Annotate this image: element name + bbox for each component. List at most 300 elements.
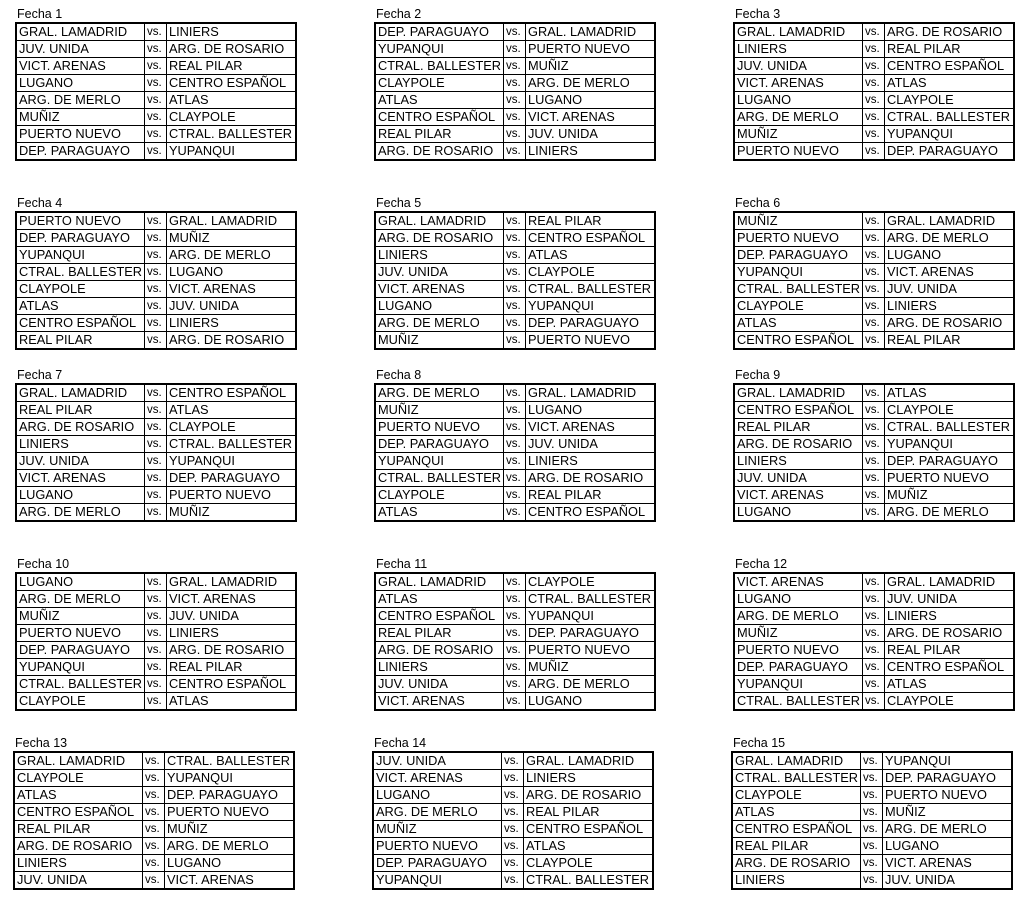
match-row bbox=[16, 23, 296, 41]
match-row bbox=[734, 230, 1014, 247]
vs-label: vs. bbox=[143, 770, 165, 787]
match-row bbox=[732, 855, 1012, 872]
match-row bbox=[16, 92, 296, 109]
match-row bbox=[375, 247, 655, 264]
away-team: REAL PILAR bbox=[524, 804, 654, 821]
vs-label: vs. bbox=[863, 230, 885, 247]
away-team: ATLAS bbox=[885, 75, 1015, 92]
home-team: MUÑIZ bbox=[375, 402, 504, 419]
vs-label: vs. bbox=[504, 41, 526, 58]
away-team: ATLAS bbox=[167, 693, 297, 711]
home-team: ARG. DE MERLO bbox=[375, 315, 504, 332]
vs-label: vs. bbox=[504, 487, 526, 504]
match-row bbox=[16, 41, 296, 58]
fixture-title: Fecha 6 bbox=[735, 196, 781, 210]
home-team: YUPANQUI bbox=[16, 247, 145, 264]
match-row bbox=[734, 419, 1014, 436]
match-row bbox=[734, 436, 1014, 453]
away-team: CENTRO ESPAÑOL bbox=[885, 659, 1015, 676]
home-team: VICT. ARENAS bbox=[734, 573, 863, 591]
away-team: MUÑIZ bbox=[165, 821, 295, 838]
match-row bbox=[16, 402, 296, 419]
match-row bbox=[373, 752, 653, 770]
vs-label: vs. bbox=[863, 109, 885, 126]
vs-label: vs. bbox=[861, 787, 883, 804]
vs-label: vs. bbox=[863, 659, 885, 676]
vs-label: vs. bbox=[145, 436, 167, 453]
away-team: DEP. PARAGUAYO bbox=[885, 143, 1015, 161]
vs-label: vs. bbox=[863, 247, 885, 264]
match-row bbox=[375, 693, 655, 711]
home-team: JUV. UNIDA bbox=[734, 58, 863, 75]
away-team: LUGANO bbox=[885, 247, 1015, 264]
match-row bbox=[14, 838, 294, 855]
away-team: DEP. PARAGUAYO bbox=[165, 787, 295, 804]
fixture-title: Fecha 4 bbox=[17, 196, 63, 210]
away-team: PUERTO NUEVO bbox=[167, 487, 297, 504]
vs-label: vs. bbox=[502, 821, 524, 838]
vs-label: vs. bbox=[143, 787, 165, 804]
away-team: LINIERS bbox=[526, 143, 656, 161]
match-row bbox=[375, 625, 655, 642]
match-row bbox=[734, 75, 1014, 92]
away-team: JUV. UNIDA bbox=[885, 591, 1015, 608]
away-team: MUÑIZ bbox=[526, 659, 656, 676]
vs-label: vs. bbox=[145, 264, 167, 281]
match-row bbox=[734, 487, 1014, 504]
vs-label: vs. bbox=[145, 58, 167, 75]
away-team: DEP. PARAGUAYO bbox=[885, 453, 1015, 470]
away-team: LUGANO bbox=[526, 693, 656, 711]
vs-label: vs. bbox=[504, 573, 526, 591]
match-row bbox=[734, 298, 1014, 315]
vs-label: vs. bbox=[502, 804, 524, 821]
match-row bbox=[375, 75, 655, 92]
vs-label: vs. bbox=[504, 453, 526, 470]
match-row bbox=[16, 281, 296, 298]
vs-label: vs. bbox=[863, 41, 885, 58]
match-row bbox=[375, 143, 655, 161]
home-team: ATLAS bbox=[375, 591, 504, 608]
vs-label: vs. bbox=[145, 126, 167, 143]
match-row bbox=[734, 23, 1014, 41]
vs-label: vs. bbox=[143, 804, 165, 821]
home-team: REAL PILAR bbox=[14, 821, 143, 838]
fixture-block bbox=[15, 7, 297, 161]
vs-label: vs. bbox=[504, 298, 526, 315]
home-team: ARG. DE ROSARIO bbox=[16, 419, 145, 436]
away-team: ATLAS bbox=[526, 247, 656, 264]
away-team: ATLAS bbox=[167, 92, 297, 109]
home-team: REAL PILAR bbox=[16, 332, 145, 350]
match-row bbox=[375, 23, 655, 41]
fixture-title: Fecha 9 bbox=[735, 368, 781, 382]
away-team: JUV. UNIDA bbox=[526, 126, 656, 143]
vs-label: vs. bbox=[863, 608, 885, 625]
away-team: PUERTO NUEVO bbox=[883, 787, 1013, 804]
home-team: ATLAS bbox=[16, 298, 145, 315]
vs-label: vs. bbox=[504, 109, 526, 126]
fixture-title: Fecha 14 bbox=[374, 736, 427, 750]
home-team: LUGANO bbox=[16, 487, 145, 504]
match-row bbox=[375, 126, 655, 143]
vs-label: vs. bbox=[145, 642, 167, 659]
home-team: ARG. DE MERLO bbox=[16, 92, 145, 109]
vs-label: vs. bbox=[504, 625, 526, 642]
away-team: YUPANQUI bbox=[883, 752, 1013, 770]
match-row bbox=[732, 804, 1012, 821]
away-team: CTRAL. BALLESTER bbox=[167, 436, 297, 453]
away-team: ARG. DE ROSARIO bbox=[167, 642, 297, 659]
away-team: PUERTO NUEVO bbox=[165, 804, 295, 821]
match-row bbox=[734, 591, 1014, 608]
home-team: ARG. DE MERLO bbox=[373, 804, 502, 821]
match-row bbox=[732, 770, 1012, 787]
away-team: CENTRO ESPAÑOL bbox=[524, 821, 654, 838]
home-team: DEP. PARAGUAYO bbox=[16, 230, 145, 247]
match-row bbox=[14, 804, 294, 821]
match-row bbox=[375, 659, 655, 676]
vs-label: vs. bbox=[863, 315, 885, 332]
vs-label: vs. bbox=[504, 504, 526, 522]
fixture-table bbox=[731, 751, 1013, 890]
match-row bbox=[375, 315, 655, 332]
home-team: JUV. UNIDA bbox=[16, 453, 145, 470]
vs-label: vs. bbox=[145, 212, 167, 230]
vs-label: vs. bbox=[504, 281, 526, 298]
away-team: LINIERS bbox=[524, 770, 654, 787]
match-row bbox=[373, 787, 653, 804]
fixture-title: Fecha 10 bbox=[17, 557, 70, 571]
fixture-table bbox=[733, 22, 1015, 161]
vs-label: vs. bbox=[145, 625, 167, 642]
match-row bbox=[16, 58, 296, 75]
match-row bbox=[16, 573, 296, 591]
vs-label: vs. bbox=[504, 402, 526, 419]
home-team: CENTRO ESPAÑOL bbox=[14, 804, 143, 821]
match-row bbox=[734, 504, 1014, 522]
home-team: CENTRO ESPAÑOL bbox=[734, 402, 863, 419]
home-team: CTRAL. BALLESTER bbox=[16, 264, 145, 281]
vs-label: vs. bbox=[502, 872, 524, 890]
vs-label: vs. bbox=[863, 642, 885, 659]
vs-label: vs. bbox=[504, 693, 526, 711]
away-team: ARG. DE MERLO bbox=[883, 821, 1013, 838]
vs-label: vs. bbox=[502, 855, 524, 872]
home-team: CTRAL. BALLESTER bbox=[732, 770, 861, 787]
match-row bbox=[375, 470, 655, 487]
fixture-table bbox=[374, 572, 656, 711]
match-row bbox=[16, 642, 296, 659]
home-team: DEP. PARAGUAYO bbox=[16, 143, 145, 161]
away-team: CTRAL. BALLESTER bbox=[885, 109, 1015, 126]
vs-label: vs. bbox=[504, 315, 526, 332]
match-row bbox=[732, 838, 1012, 855]
vs-label: vs. bbox=[863, 487, 885, 504]
away-team: CTRAL. BALLESTER bbox=[167, 126, 297, 143]
home-team: VICT. ARENAS bbox=[16, 470, 145, 487]
away-team: DEP. PARAGUAYO bbox=[167, 470, 297, 487]
match-row bbox=[375, 487, 655, 504]
vs-label: vs. bbox=[145, 23, 167, 41]
vs-label: vs. bbox=[143, 872, 165, 890]
match-row bbox=[14, 821, 294, 838]
home-team: ATLAS bbox=[375, 92, 504, 109]
home-team: DEP. PARAGUAYO bbox=[734, 659, 863, 676]
match-row bbox=[375, 212, 655, 230]
away-team: ATLAS bbox=[885, 676, 1015, 693]
match-row bbox=[16, 453, 296, 470]
match-row bbox=[375, 230, 655, 247]
home-team: CENTRO ESPAÑOL bbox=[16, 315, 145, 332]
away-team: ARG. DE ROSARIO bbox=[885, 23, 1015, 41]
vs-label: vs. bbox=[863, 75, 885, 92]
away-team: VICT. ARENAS bbox=[167, 591, 297, 608]
away-team: JUV. UNIDA bbox=[526, 436, 656, 453]
home-team: GRAL. LAMADRID bbox=[375, 212, 504, 230]
match-row bbox=[375, 58, 655, 75]
home-team: ARG. DE ROSARIO bbox=[375, 143, 504, 161]
vs-label: vs. bbox=[145, 487, 167, 504]
vs-label: vs. bbox=[145, 419, 167, 436]
home-team: ARG. DE MERLO bbox=[734, 109, 863, 126]
match-row bbox=[734, 41, 1014, 58]
vs-label: vs. bbox=[145, 315, 167, 332]
vs-label: vs. bbox=[861, 804, 883, 821]
home-team: ATLAS bbox=[14, 787, 143, 804]
home-team: REAL PILAR bbox=[16, 402, 145, 419]
away-team: VICT. ARENAS bbox=[885, 264, 1015, 281]
match-row bbox=[734, 109, 1014, 126]
fixture-block bbox=[374, 557, 656, 711]
away-team: ARG. DE ROSARIO bbox=[524, 787, 654, 804]
match-row bbox=[734, 402, 1014, 419]
away-team: CTRAL. BALLESTER bbox=[885, 419, 1015, 436]
away-team: ARG. DE ROSARIO bbox=[885, 625, 1015, 642]
vs-label: vs. bbox=[863, 23, 885, 41]
away-team: LUGANO bbox=[883, 838, 1013, 855]
fixture-table bbox=[374, 22, 656, 161]
home-team: PUERTO NUEVO bbox=[16, 625, 145, 642]
vs-label: vs. bbox=[863, 126, 885, 143]
vs-label: vs. bbox=[504, 23, 526, 41]
match-row bbox=[375, 504, 655, 522]
away-team: MUÑIZ bbox=[885, 487, 1015, 504]
fixture-block bbox=[372, 736, 654, 890]
match-row bbox=[16, 487, 296, 504]
home-team: DEP. PARAGUAYO bbox=[734, 247, 863, 264]
home-team: CLAYPOLE bbox=[375, 75, 504, 92]
vs-label: vs. bbox=[504, 92, 526, 109]
away-team: MUÑIZ bbox=[526, 58, 656, 75]
home-team: JUV. UNIDA bbox=[734, 470, 863, 487]
vs-label: vs. bbox=[143, 855, 165, 872]
home-team: CENTRO ESPAÑOL bbox=[732, 821, 861, 838]
match-row bbox=[14, 752, 294, 770]
vs-label: vs. bbox=[863, 436, 885, 453]
vs-label: vs. bbox=[863, 402, 885, 419]
match-row bbox=[16, 315, 296, 332]
fixture-block bbox=[733, 196, 1015, 350]
home-team: MUÑIZ bbox=[734, 126, 863, 143]
away-team: GRAL. LAMADRID bbox=[526, 23, 656, 41]
fixture-block bbox=[733, 7, 1015, 161]
away-team: MUÑIZ bbox=[883, 804, 1013, 821]
home-team: VICT. ARENAS bbox=[734, 75, 863, 92]
match-row bbox=[375, 281, 655, 298]
vs-label: vs. bbox=[504, 591, 526, 608]
match-row bbox=[734, 453, 1014, 470]
home-team: GRAL. LAMADRID bbox=[734, 23, 863, 41]
vs-label: vs. bbox=[145, 591, 167, 608]
away-team: ATLAS bbox=[167, 402, 297, 419]
match-row bbox=[16, 659, 296, 676]
home-team: JUV. UNIDA bbox=[16, 41, 145, 58]
match-row bbox=[16, 591, 296, 608]
home-team: LINIERS bbox=[732, 872, 861, 890]
vs-label: vs. bbox=[863, 504, 885, 522]
match-row bbox=[375, 332, 655, 350]
fixture-table bbox=[733, 572, 1015, 711]
home-team: YUPANQUI bbox=[373, 872, 502, 890]
away-team: DEP. PARAGUAYO bbox=[526, 625, 656, 642]
home-team: CTRAL. BALLESTER bbox=[734, 281, 863, 298]
fixture-table bbox=[372, 751, 654, 890]
fixture-table bbox=[15, 22, 297, 161]
away-team: CTRAL. BALLESTER bbox=[165, 752, 295, 770]
home-team: ARG. DE ROSARIO bbox=[734, 436, 863, 453]
home-team: ATLAS bbox=[734, 315, 863, 332]
away-team: MUÑIZ bbox=[167, 504, 297, 522]
home-team: JUV. UNIDA bbox=[14, 872, 143, 890]
home-team: YUPANQUI bbox=[375, 453, 504, 470]
match-row bbox=[16, 625, 296, 642]
home-team: REAL PILAR bbox=[375, 625, 504, 642]
away-team: PUERTO NUEVO bbox=[885, 470, 1015, 487]
match-row bbox=[375, 264, 655, 281]
home-team: CENTRO ESPAÑOL bbox=[734, 332, 863, 350]
home-team: DEP. PARAGUAYO bbox=[373, 855, 502, 872]
home-team: VICT. ARENAS bbox=[373, 770, 502, 787]
match-row bbox=[373, 872, 653, 890]
home-team: CLAYPOLE bbox=[16, 281, 145, 298]
home-team: GRAL. LAMADRID bbox=[16, 384, 145, 402]
away-team: REAL PILAR bbox=[167, 58, 297, 75]
home-team: PUERTO NUEVO bbox=[373, 838, 502, 855]
home-team: LUGANO bbox=[16, 75, 145, 92]
match-row bbox=[734, 264, 1014, 281]
home-team: ARG. DE ROSARIO bbox=[375, 642, 504, 659]
match-row bbox=[16, 470, 296, 487]
fixture-table bbox=[733, 211, 1015, 350]
home-team: YUPANQUI bbox=[375, 41, 504, 58]
home-team: ARG. DE ROSARIO bbox=[375, 230, 504, 247]
away-team: MUÑIZ bbox=[167, 230, 297, 247]
away-team: CENTRO ESPAÑOL bbox=[167, 75, 297, 92]
home-team: LUGANO bbox=[734, 591, 863, 608]
match-row bbox=[375, 436, 655, 453]
away-team: REAL PILAR bbox=[526, 212, 656, 230]
home-team: LINIERS bbox=[16, 436, 145, 453]
away-team: JUV. UNIDA bbox=[167, 298, 297, 315]
match-row bbox=[734, 281, 1014, 298]
vs-label: vs. bbox=[143, 838, 165, 855]
home-team: REAL PILAR bbox=[375, 126, 504, 143]
away-team: YUPANQUI bbox=[526, 608, 656, 625]
vs-label: vs. bbox=[504, 419, 526, 436]
vs-label: vs. bbox=[504, 126, 526, 143]
match-row bbox=[16, 436, 296, 453]
vs-label: vs. bbox=[145, 676, 167, 693]
match-row bbox=[16, 608, 296, 625]
fixture-block bbox=[733, 557, 1015, 711]
home-team: MUÑIZ bbox=[16, 608, 145, 625]
match-row bbox=[16, 247, 296, 264]
home-team: VICT. ARENAS bbox=[375, 281, 504, 298]
match-row bbox=[734, 470, 1014, 487]
away-team: GRAL. LAMADRID bbox=[885, 212, 1015, 230]
vs-label: vs. bbox=[863, 58, 885, 75]
match-row bbox=[375, 92, 655, 109]
home-team: PUERTO NUEVO bbox=[734, 230, 863, 247]
away-team: CENTRO ESPAÑOL bbox=[526, 504, 656, 522]
away-team: CLAYPOLE bbox=[885, 92, 1015, 109]
home-team: CENTRO ESPAÑOL bbox=[375, 608, 504, 625]
match-row bbox=[734, 608, 1014, 625]
fixture-block bbox=[15, 196, 297, 350]
away-team: VICT. ARENAS bbox=[526, 419, 656, 436]
away-team: VICT. ARENAS bbox=[526, 109, 656, 126]
away-team: ARG. DE MERLO bbox=[165, 838, 295, 855]
away-team: LINIERS bbox=[167, 23, 297, 41]
home-team: ARG. DE MERLO bbox=[16, 504, 145, 522]
vs-label: vs. bbox=[145, 247, 167, 264]
vs-label: vs. bbox=[143, 821, 165, 838]
match-row bbox=[375, 676, 655, 693]
vs-label: vs. bbox=[145, 281, 167, 298]
home-team: LINIERS bbox=[14, 855, 143, 872]
vs-label: vs. bbox=[863, 384, 885, 402]
away-team: GRAL. LAMADRID bbox=[524, 752, 654, 770]
home-team: REAL PILAR bbox=[732, 838, 861, 855]
home-team: CTRAL. BALLESTER bbox=[375, 58, 504, 75]
away-team: CLAYPOLE bbox=[167, 109, 297, 126]
home-team: YUPANQUI bbox=[16, 659, 145, 676]
home-team: GRAL. LAMADRID bbox=[375, 573, 504, 591]
away-team: YUPANQUI bbox=[885, 126, 1015, 143]
match-row bbox=[16, 504, 296, 522]
home-team: JUV. UNIDA bbox=[375, 264, 504, 281]
away-team: CLAYPOLE bbox=[885, 693, 1015, 711]
vs-label: vs. bbox=[504, 264, 526, 281]
vs-label: vs. bbox=[504, 659, 526, 676]
home-team: CLAYPOLE bbox=[732, 787, 861, 804]
away-team: ATLAS bbox=[524, 838, 654, 855]
match-row bbox=[732, 821, 1012, 838]
away-team: VICT. ARENAS bbox=[883, 855, 1013, 872]
away-team: LINIERS bbox=[167, 315, 297, 332]
vs-label: vs. bbox=[145, 143, 167, 161]
vs-label: vs. bbox=[863, 332, 885, 350]
vs-label: vs. bbox=[145, 608, 167, 625]
home-team: MUÑIZ bbox=[373, 821, 502, 838]
away-team: LUGANO bbox=[526, 402, 656, 419]
home-team: GRAL. LAMADRID bbox=[732, 752, 861, 770]
match-row bbox=[16, 693, 296, 711]
away-team: JUV. UNIDA bbox=[885, 281, 1015, 298]
away-team: CLAYPOLE bbox=[524, 855, 654, 872]
fixture-table bbox=[15, 383, 297, 522]
